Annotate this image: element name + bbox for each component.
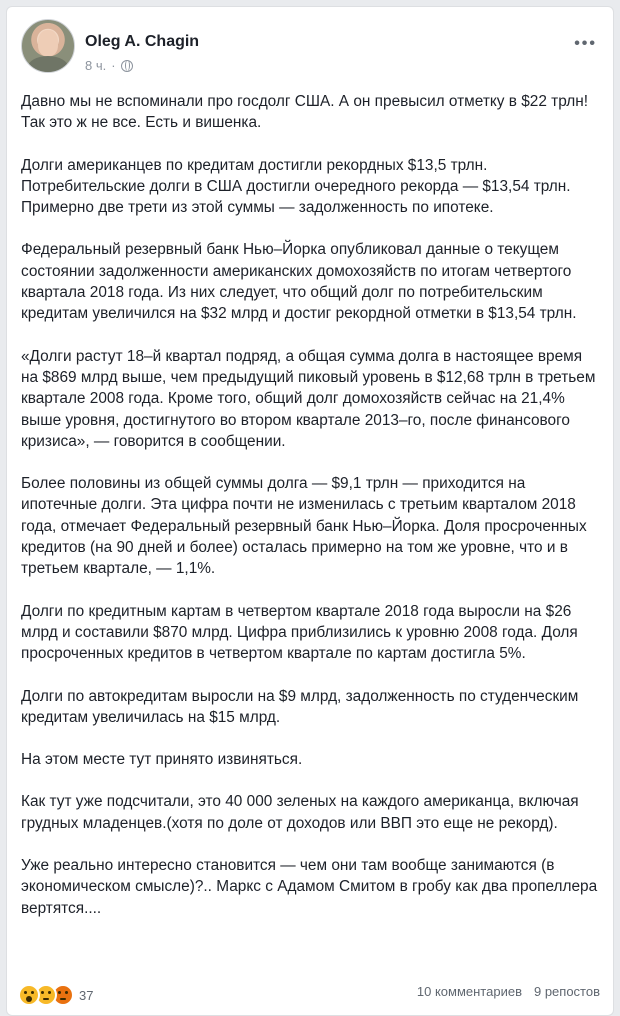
author-name[interactable]: Oleg A. Chagin: [85, 33, 200, 50]
post-meta: 8 ч. ·: [85, 58, 133, 73]
reactions-summary[interactable]: [18, 984, 93, 1006]
post-paragraph: Уже реально интересно становится — чем они там вообще занимаются (в экономическом смысле)?.. Маркс с Адамом Смитом в гробу как два пропеллера вертятся....: [21, 857, 598, 917]
post-paragraph: Долги американцев по кредитам достигли рекордных $13,5 трлн. Потребительские долги в США достигли очередного рекорда — $13,54 трлн. Примерно две трети из этой суммы — задолженность по ипотеке.: [21, 156, 571, 217]
avatar-face: [38, 30, 58, 56]
globe-icon[interactable]: [121, 60, 133, 72]
post-time[interactable]: 8 ч.: [85, 58, 107, 73]
post-paragraph: На этом месте тут принято извиняться.: [21, 751, 303, 769]
reactions-count[interactable]: 37: [79, 987, 94, 1003]
more-options-icon[interactable]: •••: [574, 35, 597, 52]
post-paragraph: Долги по кредитным картам в четвертом квартале 2018 года выросли на $26 млрд и составили $870 млрд. Цифра приблизились к уровню 2008 года. Доля просроченных кредитов в четвертом квартале по картам достигла 5%.: [21, 602, 578, 663]
wow-reaction-icon[interactable]: [18, 984, 40, 1006]
post-header: [7, 7, 613, 93]
post-paragraph: Давно мы не вспоминали про госдолг США. А он превысил отметку в $22 трлн! Так это ж не все. Есть и вишенка.: [21, 93, 588, 132]
comments-link[interactable]: 10 комментариев: [416, 984, 522, 999]
avatar[interactable]: [21, 19, 75, 73]
post-paragraph: Федеральный резервный банк Нью–Йорка опубликовал данные о текущем состоянии задолженности американских домохозяйств по итогам четвертого квартала 2018 года. Из них следует, что общий долг по потребительским кредитам увеличился на $32 млрд и достиг рекордной отметки в $13,54 трлн.: [21, 241, 577, 323]
post-text: [21, 91, 603, 940]
shares-link[interactable]: 9 репостов: [533, 984, 600, 999]
post-stats: [417, 984, 600, 999]
post-footer: [6, 984, 614, 1006]
post-paragraph: «Долги растут 18–й квартал подряд, а общая сумма долга в настоящее время на $869 млрд выше, чем предыдущий пиковый уровень в $12,68 трлн в третьем квартале 2008 года. Кроме того, общий долг домохозяйств сейчас на 21,4% выше уровня, достигнутого во втором квартале 2013–го, после финансового кризиса», — говорится в сообщении.: [21, 347, 596, 450]
post-card: [6, 6, 614, 1016]
avatar-body: [28, 56, 68, 73]
post-paragraph: Долги по автокредитам выросли на $9 млрд, задолженность по студенческим кредитам увеличилась на $15 млрд.: [21, 687, 579, 726]
post-paragraph: Как тут уже подсчитали, это 40 000 зеленых на каждого американца, включая грудных младенцев.(хотя по доле от доходов или ВВП это еще не рекорд).: [21, 793, 579, 832]
post-paragraph: Более половины из общей суммы долга — $9,1 трлн — приходится на ипотечные долги. Эта цифра почти не изменилась с третьим кварталом 2018 года, отмечает Федеральный резервный банк Нью–Йорка. Доля просроченных кредитов (на 90 дней и более) осталась примерно на том же уровне, что и в третьем квартале, — 1,1%.: [21, 475, 587, 578]
